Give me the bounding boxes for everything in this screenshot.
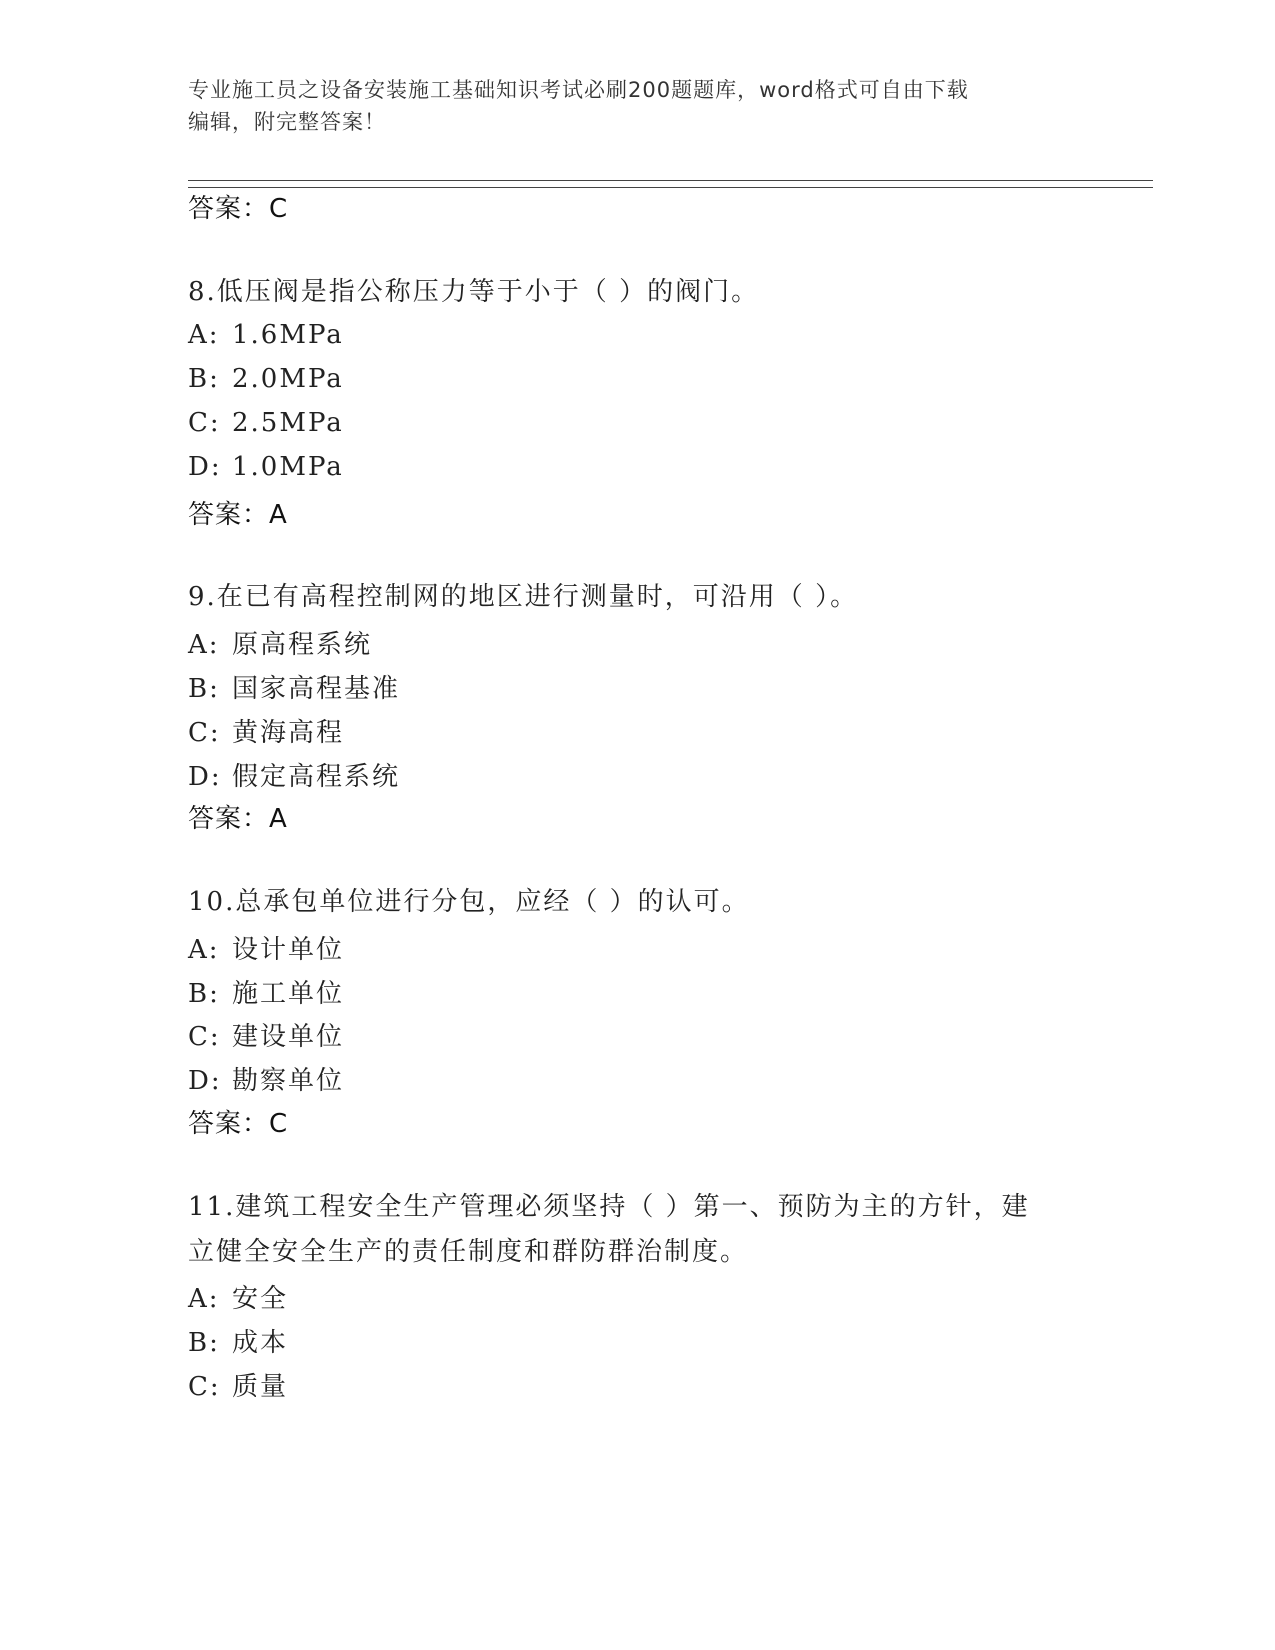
header-line-2: 编辑，附完整答案！ [188,110,386,134]
option-text: 2.0MPa [232,364,344,394]
option-letter: B: [188,1328,220,1358]
question-10-option-a [188,929,344,966]
option-text: 设计单位 [232,935,345,965]
question-10-stem: 10.总承包单位进行分包，应经（ ）的认可。 [188,887,750,917]
document-header [188,74,1068,138]
option-text: 原高程系统 [232,630,373,660]
question-11-stem-line-2: 立健全安全生产的责任制度和群防群治制度。 [188,1237,749,1267]
question-10-option-c [188,1016,344,1053]
option-letter: A: [188,935,220,965]
question-10-answer: 答案：C [188,1109,289,1139]
question-9-stem: 9.在已有高程控制网的地区进行测量时，可沿用（ ）。 [188,582,859,612]
option-letter: D: [188,762,222,792]
option-letter: A: [188,630,220,660]
question-9-option-c [188,712,344,749]
option-letter: D: [188,452,222,482]
option-letter: A: [188,320,220,350]
option-letter: C: [188,1372,221,1402]
option-text: 质量 [232,1372,289,1402]
option-text: 国家高程基准 [232,674,401,704]
question-11-option-c [188,1366,288,1403]
option-letter: D: [188,1066,222,1096]
option-text: 2.5MPa [232,408,344,438]
option-letter: C: [188,1022,221,1052]
question-9-option-b [188,668,400,705]
question-9-option-a [188,624,372,661]
option-letter: C: [188,408,221,438]
option-text: 1.6MPa [232,320,344,350]
previous-answer: 答案：C [188,194,289,224]
option-letter: C: [188,718,221,748]
option-text: 安全 [232,1284,289,1314]
option-text: 勘察单位 [232,1066,345,1096]
question-9-option-d [188,756,400,793]
option-text: 建设单位 [232,1022,345,1052]
option-letter: B: [188,674,220,704]
question-8-option-d [188,452,344,482]
question-8-option-b [188,364,344,394]
header-divider [188,180,1153,188]
question-8-option-c [188,408,344,438]
header-line-1: 专业施工员之设备安装施工基础知识考试必刷200题题库，word格式可自由下载 [188,78,969,102]
option-text: 施工单位 [232,979,345,1009]
question-8-stem: 8.低压阀是指公称压力等于小于（ ）的阀门。 [188,277,760,307]
question-11-stem [188,1185,1068,1275]
question-10-option-b [188,973,344,1010]
option-text: 成本 [232,1328,289,1358]
question-11-option-a [188,1278,288,1315]
option-letter: B: [188,364,220,394]
question-10-option-d [188,1060,344,1097]
question-8-option-a [188,320,344,350]
question-9-answer: 答案：A [188,804,288,834]
question-11-stem-line-1: 11.建筑工程安全生产管理必须坚持（ ）第一、预防为主的方针，建 [188,1192,1030,1222]
option-text: 假定高程系统 [232,762,401,792]
option-letter: A: [188,1284,220,1314]
option-text: 1.0MPa [232,452,344,482]
option-letter: B: [188,979,220,1009]
question-8-answer: 答案：A [188,500,288,530]
option-text: 黄海高程 [232,718,345,748]
question-11-option-b [188,1322,288,1359]
